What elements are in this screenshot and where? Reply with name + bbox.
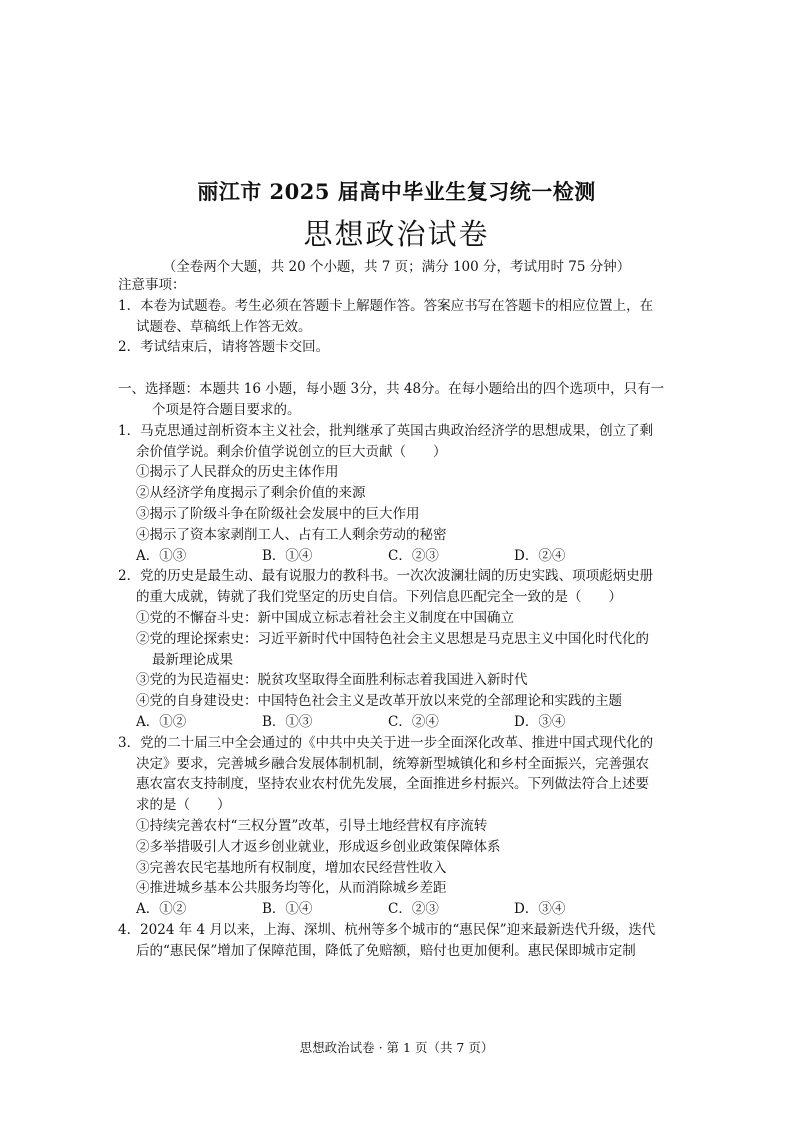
question-3 [118, 733, 678, 920]
statement-3: ③完善农民宅基地所有权制度，增加农民经营性收入 [136, 859, 447, 876]
question-3-stem-cont-1: 决定》要求，完善城乡融合发展体制机制，统筹新型城镇化和乡村全面振兴，完善强农 [136, 755, 649, 772]
option-b: B．①③ [262, 713, 313, 730]
question-4 [118, 920, 678, 962]
section-1-heading [118, 379, 678, 421]
option-d: D．③④ [514, 901, 566, 918]
option-c: C．②④ [388, 713, 439, 730]
question-3-stem-cont-2: 惠农富农支持制度，坚持农业农村优先发展，全面推进乡村振兴。下列做法符合上述要 [136, 776, 649, 793]
section-1-line-2: 个项是符合题目要求的。 [152, 401, 301, 418]
spacer [118, 358, 678, 379]
statement-3: ③揭示了阶级斗争在阶级社会发展中的巨大作用 [136, 505, 420, 522]
page-footer: 思想政治试卷 · 第 1 页（共 7 页） [299, 1040, 494, 1055]
question-2-stem-cont: 的重大成就，铸就了我们党坚定的历史自信。下列信息匹配完全一致的是（ ） [136, 589, 622, 606]
option-c: C．②③ [388, 547, 439, 564]
question-4-stem: 4．2024 年 4 月以来，上海、深圳、杭州等多个城市的“惠民保”迎来最新迭代升级，迭代 [118, 921, 656, 938]
question-3-stem: 3．党的二十届三中全会通过的《中共中央关于进一步全面深化改革、推进中国式现代化的 [118, 734, 654, 751]
option-d: D．②④ [514, 547, 566, 564]
question-1-stem-cont: 余价值学说。剩余价值学说创立的巨大贡献（ ） [136, 443, 447, 460]
notice-item-2: 2．考试结束后，请将答题卡交回。 [118, 339, 330, 356]
notice-heading: 注意事项： [118, 277, 186, 293]
section-1-line-1: 一、选择题：本题共 16 小题，每小题 3分，共 48分。在每小题给出的四个选项中，只有一 [118, 381, 665, 398]
option-b: B．①④ [262, 547, 313, 564]
question-2 [118, 566, 678, 732]
statement-4: ④推进城乡基本公共服务均等化，从而消除城乡差距 [136, 880, 447, 897]
question-3-stem-cont-3: 求的是（ ） [136, 797, 231, 814]
notice-item-1-cont: 试题卷、草稿纸上作答无效。 [136, 318, 312, 335]
exam-meta: （全卷两个大题，共 20 个小题，共 7 页；满分 100 分，考试用时 75 分钟） [162, 259, 631, 275]
option-a: A．①③ [136, 547, 187, 564]
answer-options [118, 546, 678, 567]
question-1 [118, 421, 678, 567]
option-a: A．①② [136, 901, 187, 918]
statement-3: ③党的为民造福史：脱贫攻坚取得全面胜利标志着我国进入新时代 [136, 672, 528, 689]
question-2-stem: 2．党的历史是最生动、最有说服力的教科书。一次次波澜壮阔的历史实践、项项彪炳史册 [118, 568, 654, 585]
statement-2-cont: 最新理论成果 [152, 651, 233, 668]
option-c: C．②③ [388, 901, 439, 918]
statement-1: ①持续完善农村“三权分置”改革，引导土地经营权有序流转 [136, 817, 488, 834]
statement-4: ④揭示了资本家剥削工人、占有工人剩余劳动的秘密 [136, 526, 447, 543]
statement-2: ②多举措吸引人才返乡创业就业，形成返乡创业政策保障体系 [136, 838, 501, 855]
question-1-stem: 1．马克思通过剖析资本主义社会，批判继承了英国古典政治经济学的思想成果，创立了剩 [118, 422, 654, 439]
option-d: D．③④ [514, 713, 566, 730]
exam-title: 丽江市 2025 届高中毕业生复习统一检测 [197, 179, 596, 204]
statement-1: ①党的不懈奋斗史：新中国成立标志着社会主义制度在中国确立 [136, 609, 514, 626]
statement-2: ②从经济学角度揭示了剩余价值的来源 [136, 485, 366, 502]
statement-2: ②党的理论探索史：习近平新时代中国特色社会主义思想是马克思主义中国化时代化的 [136, 630, 649, 647]
statement-4: ④党的自身建设史：中国特色社会主义是改革开放以来党的全部理论和实践的主题 [136, 693, 622, 710]
notice-block [118, 275, 678, 358]
answer-options [118, 712, 678, 733]
notice-item-1: 1．本卷为试题卷。考生必须在答题卡上解题作答。答案应书写在答题卡的相应位置上，在 [118, 297, 654, 314]
subject-title: 思想政治试卷 [303, 217, 490, 251]
statement-1: ①揭示了人民群众的历史主体作用 [136, 464, 339, 481]
exam-content [118, 275, 678, 962]
answer-options [118, 899, 678, 920]
option-a: A．①② [136, 713, 187, 730]
question-4-stem-cont: 后的“惠民保”增加了保障范围，降低了免赔额，赔付也更加便利。惠民保即城市定制 [136, 942, 636, 959]
option-b: B．①④ [262, 901, 313, 918]
